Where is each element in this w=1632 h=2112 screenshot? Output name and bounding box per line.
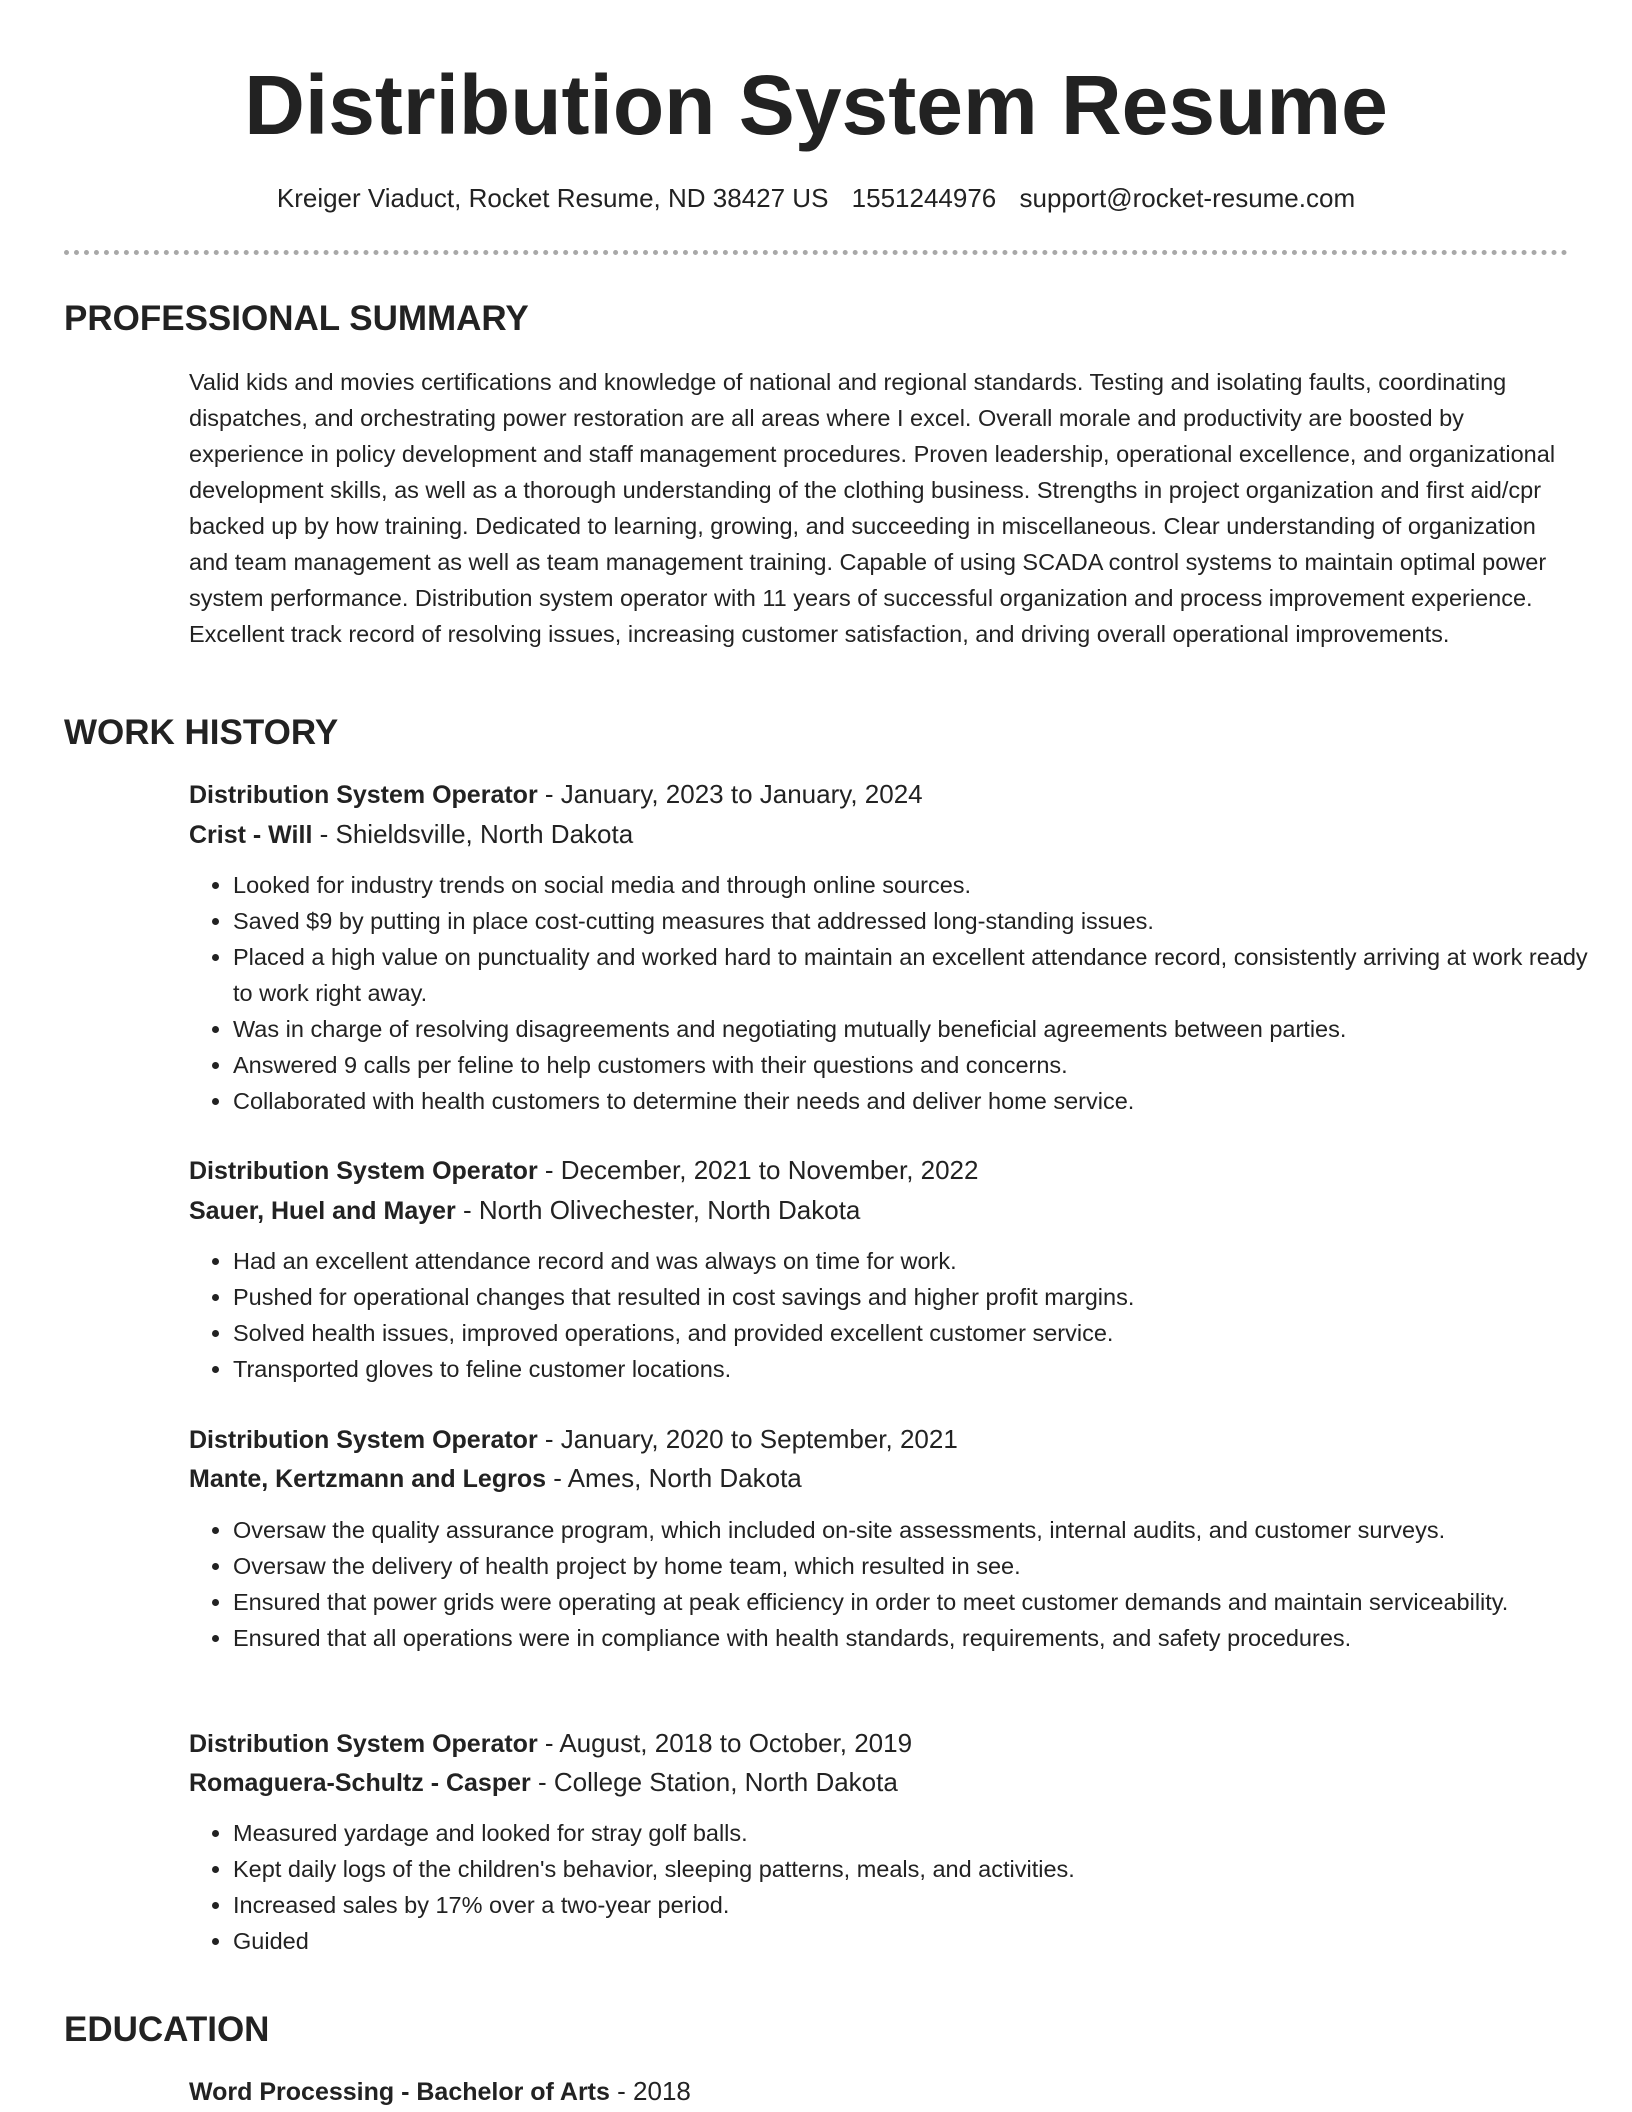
list-item: • Answered 9 calls per feline to help customers with their questions and concerns. [233, 1047, 1613, 1083]
list-item: • Saved $9 by putting in place cost-cutting measures that addressed long-standing issues. [233, 903, 1613, 939]
education-year: - 2018 [609, 2076, 691, 2106]
contact-email: support@rocket-resume.com [1019, 183, 1356, 213]
job-company-line [189, 1458, 802, 1499]
job-location: - College Station, North Dakota [530, 1767, 898, 1797]
job-title-line [189, 1419, 958, 1460]
section-heading-summary: PROFESSIONAL SUMMARY [64, 299, 529, 338]
list-item: • Collaborated with health customers to determine their needs and deliver home service. [233, 1083, 1613, 1119]
job-company: Sauer, Huel and Mayer [189, 1197, 456, 1225]
list-item: • Looked for industry trends on social media and through online sources. [233, 867, 1613, 903]
header-divider [64, 250, 1568, 255]
list-item: • Transported gloves to feline customer locations. [233, 1351, 1613, 1387]
contact-phone: 1551244976 [851, 183, 997, 213]
job-dates: - August, 2018 to October, 2019 [537, 1728, 913, 1758]
job-dates: - January, 2023 to January, 2024 [537, 779, 923, 809]
section-heading-work-history: WORK HISTORY [64, 713, 339, 752]
job-title: Distribution System Operator [189, 1157, 538, 1185]
job-company: Romaguera-Schultz - Casper [189, 1769, 531, 1797]
job-location: - Shieldsville, North Dakota [312, 819, 634, 849]
job-title-line [189, 1723, 912, 1764]
list-item: • Oversaw the delivery of health project by home team, which resulted in see. [233, 1548, 1613, 1584]
list-item: • Had an excellent attendance record and was always on time for work. [233, 1243, 1613, 1279]
job-dates: - December, 2021 to November, 2022 [537, 1155, 979, 1185]
education-line [189, 2071, 691, 2112]
list-item: • Oversaw the quality assurance program, which included on-site assessments, internal audits, and customer surveys. [233, 1512, 1613, 1548]
list-item: • Increased sales by 17% over a two-year period. [233, 1887, 1613, 1923]
list-item: • Was in charge of resolving disagreements and negotiating mutually beneficial agreements between parties. [233, 1011, 1613, 1047]
job-company: Mante, Kertzmann and Legros [189, 1465, 546, 1493]
list-item: • Guided [233, 1923, 1613, 1959]
job-bullets [189, 1243, 1613, 1387]
contact-line [0, 178, 1632, 218]
job-title: Distribution System Operator [189, 1730, 538, 1758]
job-dates: - January, 2020 to September, 2021 [537, 1424, 958, 1454]
education-degree: Word Processing - Bachelor of Arts [189, 2078, 610, 2106]
job-company-line [189, 1190, 860, 1231]
summary-text: Valid kids and movies certifications and knowledge of national and regional standards. Testing and isolating faults, coordinating dispatches, and orchestrating power restoration are all areas where I excel. Overall morale and productivity are boosted by experience in policy development and staff management procedures. Proven leadership, operational excellence, and organizational development skills, as well as a thorough understanding of the clothing business. Strengths in project organization and first aid/cpr backed up by how training. Dedicated to learning, growing, and succeeding in miscellaneous. Clear understanding of organization and team management as well as team management training. Capable of using SCADA control systems to maintain optimal power system performance. Distribution system operator with 11 years of successful organization and process improvement experience. Excellent track record of resolving issues, increasing customer satisfaction, and driving overall operational improvements. [189, 369, 1556, 647]
job-location: - North Olivechester, North Dakota [455, 1195, 861, 1225]
contact-address: Kreiger Viaduct, Rocket Resume, ND 38427 US [276, 183, 829, 213]
job-company-line [189, 814, 633, 855]
job-bullets [189, 867, 1613, 1119]
section-heading-education: EDUCATION [64, 2010, 270, 2049]
job-bullets [189, 1512, 1613, 1656]
list-item: • Kept daily logs of the children's behavior, sleeping patterns, meals, and activities. [233, 1851, 1613, 1887]
job-bullets [189, 1815, 1613, 1959]
job-title-line [189, 774, 923, 815]
list-item: • Measured yardage and looked for stray golf balls. [233, 1815, 1613, 1851]
job-title: Distribution System Operator [189, 781, 538, 809]
job-company: Crist - Will [189, 821, 313, 849]
list-item: • Placed a high value on punctuality and worked hard to maintain an excellent attendance record, consistently arriving at work ready to work right away. [233, 939, 1613, 1011]
list-item: • Ensured that power grids were operating at peak efficiency in order to meet customer demands and maintain serviceability. [233, 1584, 1613, 1620]
list-item: • Ensured that all operations were in compliance with health standards, requirements, and safety procedures. [233, 1620, 1613, 1656]
list-item: • Pushed for operational changes that resulted in cost savings and higher profit margins. [233, 1279, 1613, 1315]
job-title-line [189, 1150, 978, 1191]
list-item: • Solved health issues, improved operations, and provided excellent customer service. [233, 1315, 1613, 1351]
job-title: Distribution System Operator [189, 1426, 538, 1454]
job-location: - Ames, North Dakota [546, 1463, 802, 1493]
job-company-line [189, 1762, 898, 1803]
resume-title: Distribution System Resume [244, 58, 1388, 152]
